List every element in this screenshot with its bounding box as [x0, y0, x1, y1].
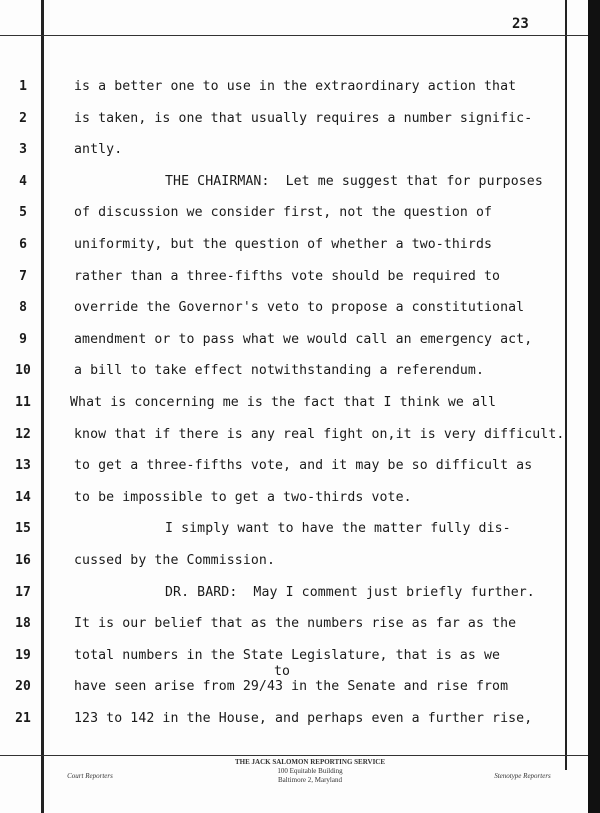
- transcript-line: override the Governor's veto to propose a constitutional: [74, 300, 525, 316]
- header-rule: [0, 35, 588, 36]
- transcript-line: of discussion we consider first, not the question of: [74, 205, 493, 221]
- transcript-line: It is our belief that as the numbers rise as far as the: [74, 616, 517, 632]
- footer-company: THE JACK SALOMON REPORTING SERVICE: [234, 758, 386, 766]
- footer-address: 100 Equitable Building: [277, 767, 343, 775]
- footer-city: Baltimore 2, Maryland: [278, 776, 342, 784]
- transcript-line: to get a three-fifths vote, and it may be so difficult as: [74, 458, 533, 474]
- footer-rule: [0, 755, 588, 756]
- line-number: 1: [19, 79, 27, 94]
- line-number: 3: [19, 142, 27, 158]
- line-number: 10: [15, 363, 31, 379]
- line-number: 18: [15, 616, 31, 632]
- transcript-line: amendment or to pass what we would call an emergency act,: [74, 331, 533, 347]
- transcript-line: uniformity, but the question of whether a two-thirds: [74, 237, 493, 252]
- footer-left: Court Reporters: [67, 772, 113, 780]
- transcript-line: cussed by the Commission.: [74, 553, 275, 568]
- line-number: 9: [19, 331, 27, 347]
- line-number: 20: [15, 679, 31, 695]
- line-number: 14: [15, 489, 31, 505]
- line-number: 8: [19, 300, 27, 316]
- scan-edge: [588, 0, 600, 813]
- transcript-line: THE CHAIRMAN: Let me suggest that for purposes: [165, 173, 543, 189]
- line-number: 2: [19, 110, 27, 126]
- line-number: 15: [15, 521, 31, 537]
- transcript-line: antly.: [74, 142, 123, 158]
- line-number: 21: [15, 711, 31, 726]
- transcript-line: a bill to take effect notwithstanding a referendum.: [74, 363, 485, 379]
- transcript-line: What is concerning me is the fact that I think we all: [70, 395, 497, 410]
- line-number: 12: [15, 426, 31, 442]
- interlineation: to: [274, 664, 291, 679]
- transcript-line: is taken, is one that usually requires a number signific-: [74, 110, 533, 126]
- line-number: 19: [15, 647, 31, 663]
- transcript-line: DR. BARD: May I comment just briefly further.: [165, 584, 535, 600]
- transcript-line: know that if there is any real fight on,it is very difficult.: [74, 426, 565, 442]
- transcript-line: to be impossible to get a two-thirds vote.: [74, 489, 412, 505]
- transcript-line: rather than a three-fifths vote should be required to: [74, 268, 501, 284]
- line-number: 5: [19, 205, 27, 221]
- line-number: 11: [15, 395, 31, 410]
- line-number: 13: [15, 458, 31, 474]
- line-number: 6: [19, 237, 27, 252]
- right-margin-rule: [565, 0, 567, 770]
- line-number: 17: [15, 584, 31, 600]
- line-number: 7: [19, 268, 27, 284]
- line-number: 4: [19, 173, 27, 189]
- transcript-line: 123 to 142 in the House, and perhaps even a further rise,: [74, 711, 533, 726]
- page-number: 23: [512, 16, 529, 32]
- transcript-line: I simply want to have the matter fully dis-: [165, 521, 511, 537]
- line-number: 16: [15, 553, 31, 568]
- transcript-line: have seen arise from 29/43 in the Senate and rise from: [74, 679, 509, 695]
- footer-right: Stenotype Reporters: [494, 772, 551, 780]
- left-margin-rule: [41, 0, 44, 813]
- transcript-line: total numbers in the State Legislature, that is as we: [74, 647, 501, 663]
- transcript-line: is a better one to use in the extraordinary action that: [74, 79, 517, 94]
